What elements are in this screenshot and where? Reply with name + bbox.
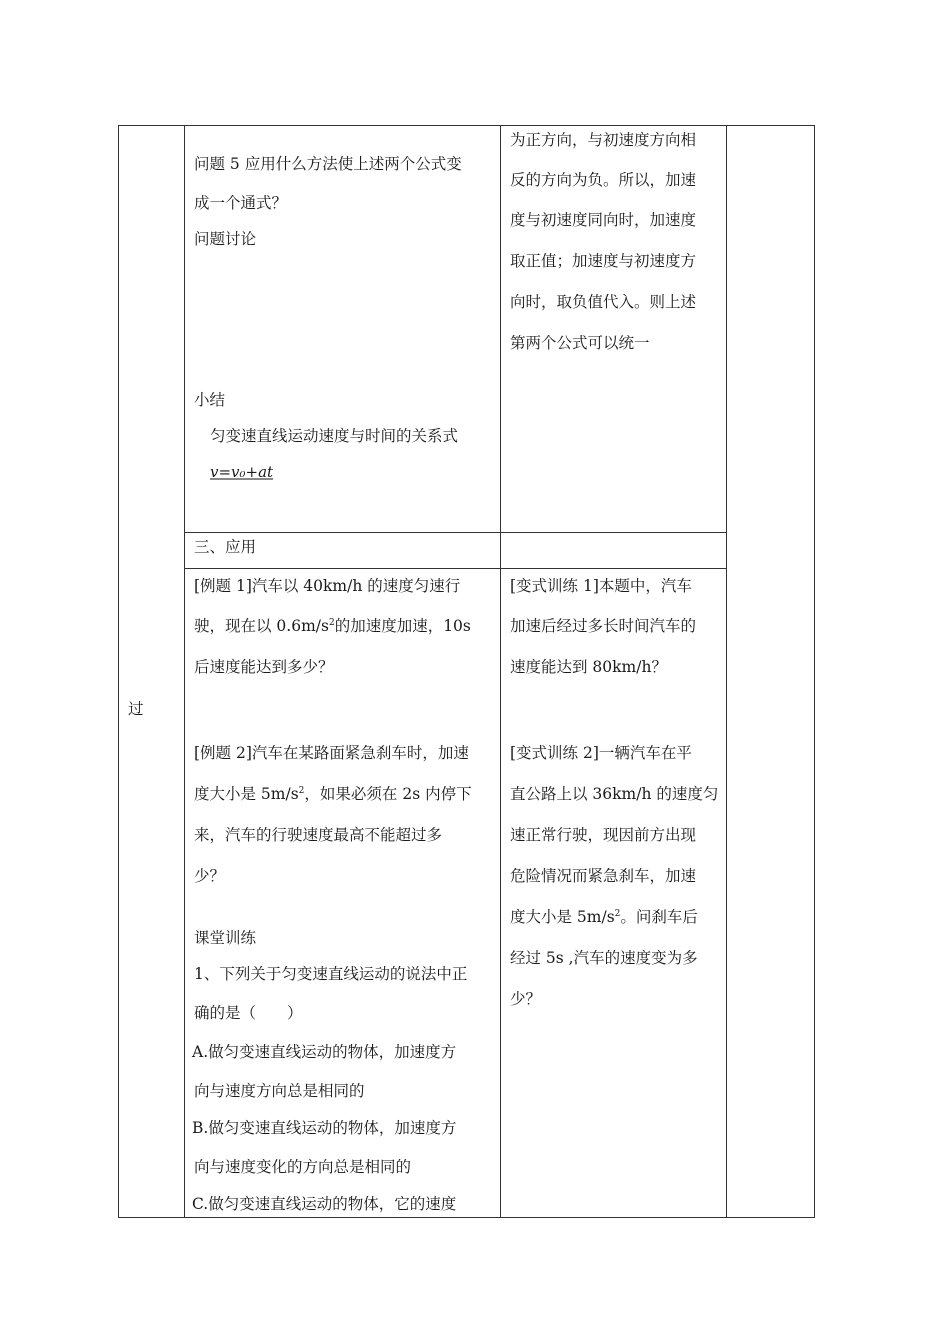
table-bottom-border [118, 1217, 815, 1218]
variant1-line1: [变式训练 1]本题中，汽车 [510, 577, 692, 595]
table-top-border [118, 125, 815, 126]
table-right-border [814, 125, 815, 1218]
question5-line2: 成一个通式？ [194, 194, 288, 212]
explain-line2: 反的方向为负。所以，加速 [510, 171, 697, 189]
explain-line3: 度与初速度同向时，加速度 [510, 211, 697, 229]
classroom-heading: 课堂训练 [194, 929, 257, 947]
variant2-line7: 少？ [510, 990, 542, 1008]
option-c-line1: C.做匀变速直线运动的物体，它的速度 [192, 1195, 457, 1213]
column-divider-3 [726, 125, 727, 1218]
explain-line5: 向时，取负值代入。则上述 [510, 293, 697, 311]
velocity-formula: v=v₀+at [210, 463, 274, 481]
variant2-line4: 危险情况而紧急刹车，加速 [510, 867, 697, 885]
stage-label: 过 [128, 700, 144, 718]
variant2-line1: [变式训练 2]一辆汽车在平 [510, 744, 692, 762]
variant2-line5: 度大小是 $5m/s^2$。问刹车后 [510, 908, 698, 926]
example2-line4: 少？ [194, 867, 226, 885]
explain-line6: 第两个公式可以统一 [510, 334, 650, 352]
variant1-line2: 加速后经过多长时间汽车的 [510, 617, 697, 635]
q1-line2: 确的是（ ） [194, 1004, 303, 1022]
example2-line1: [例题 2]汽车在某路面紧急刹车时，加速 [194, 744, 469, 762]
variant2-line2: 直公路上以 36km/h 的速度匀 [510, 785, 719, 803]
variant1-line3: 速度能达到 80km/h？ [510, 658, 667, 676]
column-divider-2 [500, 125, 501, 1218]
example1-line2: 驶，现在以 $0.6m/s^2$的加速度加速，10s [194, 617, 471, 635]
option-b-line1: B.做匀变速直线运动的物体，加速度方 [192, 1119, 457, 1137]
column-divider-1 [184, 125, 185, 1218]
variant2-line6: 经过 5s ,汽车的速度变为多 [510, 949, 698, 967]
summary-text: 匀变速直线运动速度与时间的关系式 [210, 427, 459, 445]
option-b-line2: 向与速度变化的方向总是相同的 [194, 1158, 412, 1176]
discussion-label: 问题讨论 [194, 230, 257, 248]
example1-line1: [例题 1]汽车以 40km/h 的速度匀速行 [194, 577, 461, 595]
row-divider-1 [184, 532, 727, 533]
row-divider-2 [184, 568, 727, 569]
option-a-line2: 向与速度方向总是相同的 [194, 1082, 365, 1100]
example1-line3: 后速度能达到多少？ [194, 658, 334, 676]
summary-title: 小结 [194, 391, 226, 409]
section3-heading: 三、应用 [194, 538, 257, 556]
explain-line1: 为正方向，与初速度方向相 [510, 131, 697, 149]
explain-line4: 取正值；加速度与初速度方 [510, 252, 697, 270]
option-a-line1: A.做匀变速直线运动的物体，加速度方 [192, 1043, 457, 1061]
table-left-border [118, 125, 119, 1218]
variant2-line3: 速正常行驶，现因前方出现 [510, 826, 697, 844]
question5-line1: 问题 5 应用什么方法使上述两个公式变 [194, 155, 462, 173]
example2-line2: 度大小是 $5m/s^2$，如果必须在 2s 内停下 [194, 785, 472, 803]
example2-line3: 来，汽车的行驶速度最高不能超过多 [194, 826, 443, 844]
q1-line1: 1、下列关于匀变速直线运动的说法中正 [194, 965, 468, 983]
